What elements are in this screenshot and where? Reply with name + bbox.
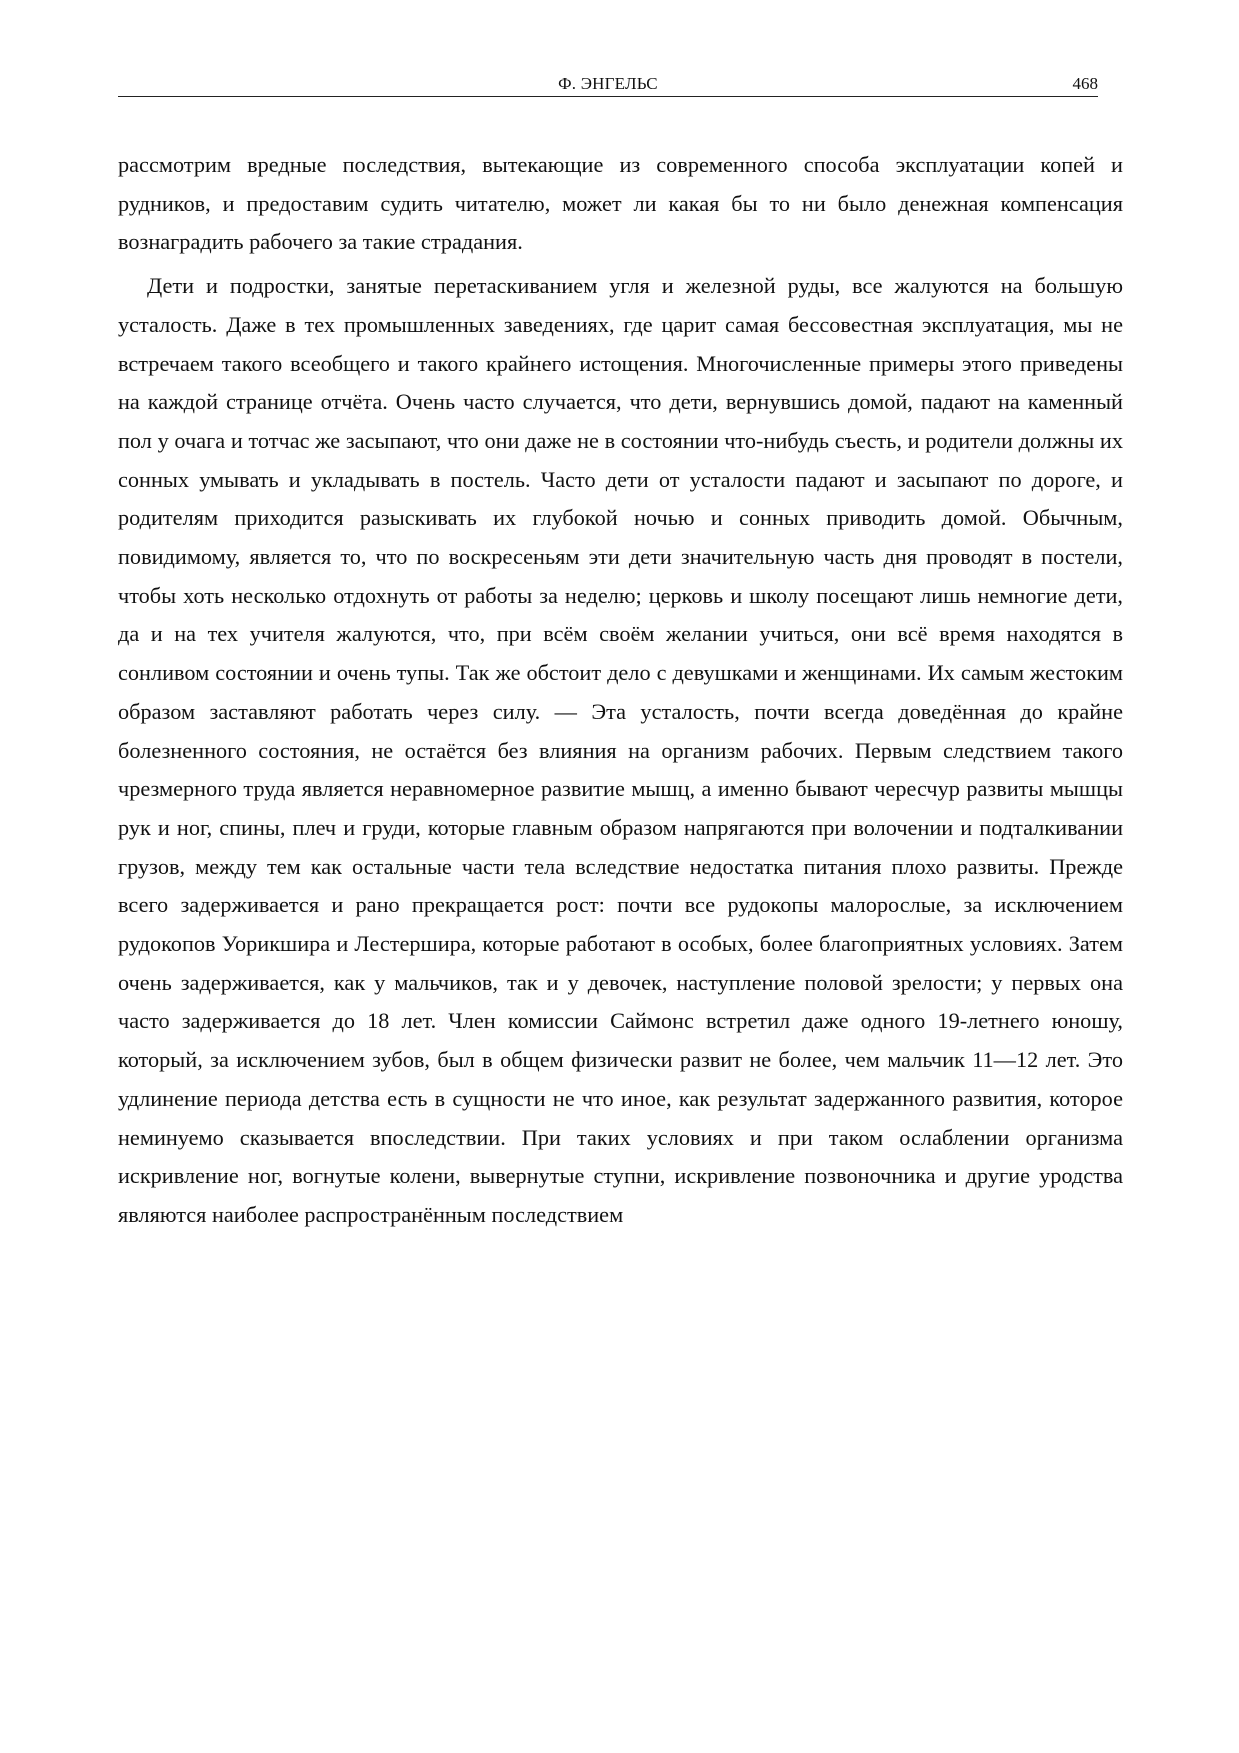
running-header [118,70,1098,97]
header-author: Ф. ЭНГЕЛЬС [558,74,658,93]
page-number: 468 [1072,74,1098,93]
paragraph-children-fatigue: Дети и подростки, занятые перетаскиванием угля и железной руды, все жалуются на большую усталость. Даже в тех промышленных заведениях, где царит самая бессовестная эксплуатация, мы не встречаем такого всеобщего и такого крайнего истощения. Многочисленные примеры этого приведены на каждой странице отчёта. Очень часто случается, что дети, вернувшись домой, падают на каменный пол у очага и тотчас же засыпают, что они даже не в состоянии что-нибудь съесть, и родители должны их сонных умывать и укладывать в постель. Часто дети от усталости падают и засыпают по дороге, и родителям приходится разыскивать их глубокой ночью и сонных приводить домой. Обычным, повидимому, является то, что по воскресеньям эти дети значительную часть дня проводят в постели, чтобы хоть несколько отдохнуть от работы за неделю; церковь и школу посещают лишь немногие дети, да и на тех учителя жалуются, что, при всём своём желании учиться, они всё время находятся в сонливом состоянии и очень тупы. Так же обстоит дело с девушками и женщинами. Их самым жестоким образом заставляют работать через силу. — Эта усталость, почти всегда доведённая до крайне болезненного состояния, не остаётся без влияния на организм рабочих. Первым следствием такого чрезмерного труда является неравномерное развитие мышц, а именно бывают чересчур развиты мышцы рук и ног, спины, плеч и груди, которые главным образом напрягаются при волочении и подталкивании грузов, между тем как остальные части тела вследствие недостатка питания плохо развиты. Прежде всего задерживается и рано прекращается рост: почти все рудокопы малорослые, за исключением рудокопов Уорикшира и Лестершира, которые работают в особых, более благоприятных условиях. Затем очень задерживается, как у мальчиков, так и у девочек, наступление половой зрелости; у первых она часто задерживается до 18 лет. Член комиссии Саймонс встретил даже одного 19-летнего юношу, который, за исключением зубов, был в общем физически развит не более, чем мальчик 11—12 лет. Это удлинение периода детства есть в сущности не что иное, как результат задержанного развития, которое неминуемо сказывается впоследствии. При таких условиях и при таком ослаблении организма искривление ног, вогнутые колени, вывернутые ступни, искривление позвоночника и другие уродства являются наиболее распространённым последствием [118,273,1123,1227]
body-text [118,146,1123,1240]
paragraph-continuation: рассмотрим вредные последствия, вытекающие из современного способа эксплуатации копей и рудников, и предоставим судить читателю, может ли какая бы то ни было денежная компенсация вознаградить рабочего за такие страдания. [118,152,1123,255]
